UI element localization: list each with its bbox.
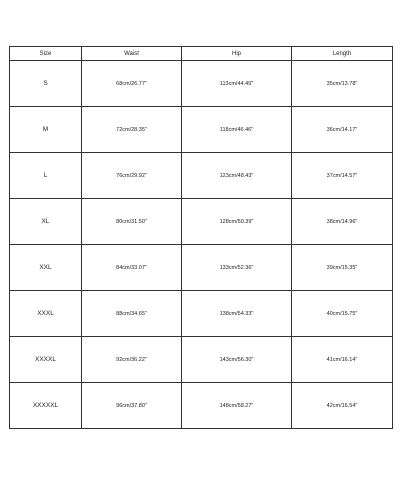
header-length: Length: [292, 47, 393, 61]
length-cell: 41cm/16.14": [292, 337, 393, 383]
size-cell: XXXXXL: [10, 383, 82, 429]
hip-cell: 123cm/48.43": [182, 153, 292, 199]
waist-cell: 68cm/26.77": [82, 61, 182, 107]
table-row: [10, 291, 393, 337]
size-cell: M: [10, 107, 82, 153]
table-row: [10, 61, 393, 107]
hip-cell: 128cm/50.39": [182, 199, 292, 245]
size-cell: S: [10, 61, 82, 107]
hip-cell: 118cm/46.46": [182, 107, 292, 153]
table-header-row: [10, 47, 393, 61]
size-cell: XL: [10, 199, 82, 245]
hip-cell: 138cm/54.33": [182, 291, 292, 337]
table-row: [10, 245, 393, 291]
length-cell: 36cm/14.17": [292, 107, 393, 153]
length-cell: 42cm/16.54": [292, 383, 393, 429]
length-cell: 40cm/15.75": [292, 291, 393, 337]
waist-cell: 76cm/29.92": [82, 153, 182, 199]
waist-cell: 80cm/31.50": [82, 199, 182, 245]
size-cell: XXL: [10, 245, 82, 291]
table-row: [10, 153, 393, 199]
header-waist: Waist: [82, 47, 182, 61]
size-cell: XXXL: [10, 291, 82, 337]
waist-cell: 72cm/28.35": [82, 107, 182, 153]
hip-cell: 133cm/52.36": [182, 245, 292, 291]
waist-cell: 84cm/33.07": [82, 245, 182, 291]
hip-cell: 113cm/44.49": [182, 61, 292, 107]
header-hip: Hip: [182, 47, 292, 61]
hip-cell: 143cm/56.30": [182, 337, 292, 383]
table-row: [10, 107, 393, 153]
size-cell: L: [10, 153, 82, 199]
length-cell: 39cm/15.35": [292, 245, 393, 291]
table-row: [10, 199, 393, 245]
waist-cell: 96cm/37.80": [82, 383, 182, 429]
waist-cell: 92cm/36.22": [82, 337, 182, 383]
size-chart-table: [9, 46, 393, 429]
length-cell: 35cm/13.78": [292, 61, 393, 107]
hip-cell: 148cm/58.27": [182, 383, 292, 429]
length-cell: 38cm/14.96": [292, 199, 393, 245]
table-row: [10, 383, 393, 429]
size-cell: XXXXL: [10, 337, 82, 383]
length-cell: 37cm/14.57": [292, 153, 393, 199]
table-row: [10, 337, 393, 383]
header-size: Size: [10, 47, 82, 61]
waist-cell: 88cm/34.65": [82, 291, 182, 337]
